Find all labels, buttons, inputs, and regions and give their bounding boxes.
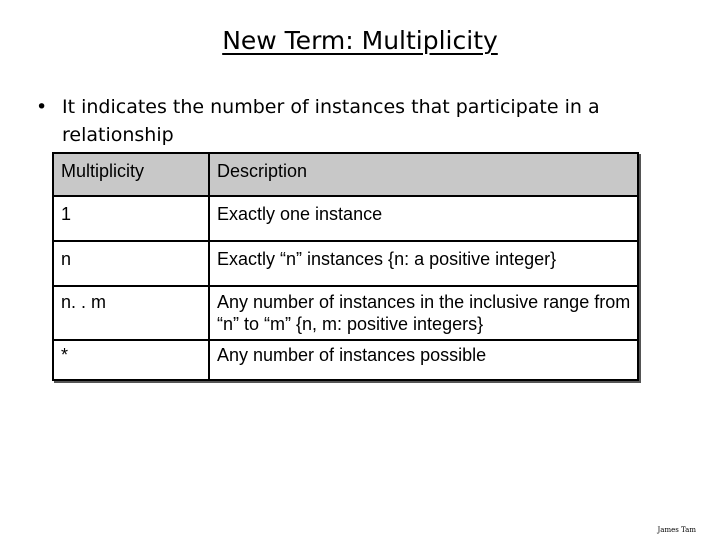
cell-description: Any number of instances possible <box>209 340 638 380</box>
cell-description: Exactly “n” instances {n: a positive integer} <box>209 241 638 286</box>
cell-description: Exactly one instance <box>209 196 638 241</box>
bullet-marker: • <box>36 96 48 118</box>
cell-multiplicity: 1 <box>53 196 209 241</box>
bullet-text: It indicates the number of instances that participate in a relationship <box>62 96 600 146</box>
header-description: Description <box>209 153 638 196</box>
table-row <box>53 241 638 286</box>
multiplicity-table <box>52 152 639 381</box>
cell-multiplicity: n. . m <box>53 286 209 340</box>
table-row <box>53 196 638 241</box>
cell-multiplicity: n <box>53 241 209 286</box>
slide-title-text: New Term: Multiplicity <box>222 26 498 55</box>
footer-author: James Tam <box>657 526 696 534</box>
cell-multiplicity: * <box>53 340 209 380</box>
cell-description: Any number of instances in the inclusive range from “n” to “m” {n, m: positive integers} <box>209 286 638 340</box>
table-row <box>53 340 638 380</box>
header-multiplicity: Multiplicity <box>53 153 209 196</box>
table-row <box>53 286 638 340</box>
slide-title <box>0 26 720 55</box>
table-header-row <box>53 153 638 196</box>
